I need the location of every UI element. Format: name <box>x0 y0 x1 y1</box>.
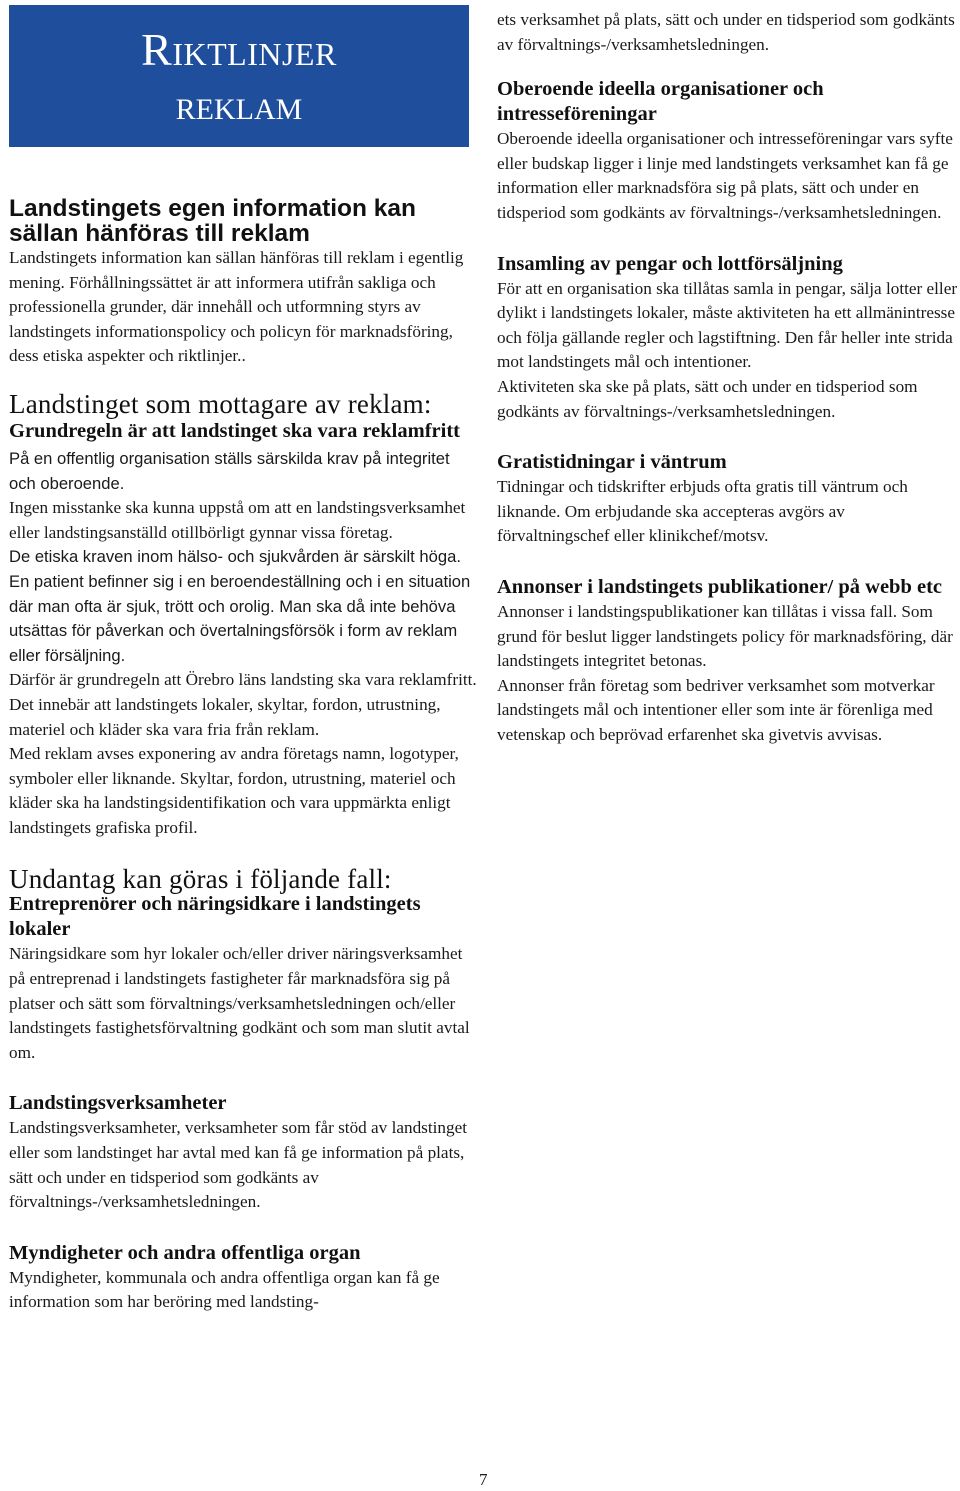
continued-text: ets verksamhet på plats, sätt och under en tidsperiod som godkänts av förvaltnings-/verksamhetsledningen. <box>497 10 955 54</box>
document-title: Riktlinjer <box>141 24 337 75</box>
section-body: För att en organisation ska tillåtas samla in pengar, sälja lotter eller dylikt i landstingets lokaler, måste aktiviteten ha ett allmänintresse och följa gällande regler och lagstiftning. Den får heller inte strida mot landstingets mål och intentioner. <box>497 278 958 372</box>
section-heading: Landstingsverksamheter <box>9 1092 227 1115</box>
section-body-sans: På en offentlig organisation ställs särskilda krav på integritet och oberoende. <box>9 448 450 493</box>
section-heading: Landstingets egen information kan sällan hänföras till reklam <box>9 195 417 247</box>
section-body: Annonser i landstingspublikationer kan tillåtas i vissa fall. Som grund för beslut ligger landstingets policy för marknadsföring, där landstingets integritet betonas. <box>497 601 953 671</box>
section-heading: Undantag kan göras i följande fall: <box>9 864 392 895</box>
section-body: Landstingsverksamheter, verksamheter som får stöd av landstinget eller som landstinget har avtal med kan få ge information på plats, sätt och under en tidsperiod som godkänts av förvaltnings-/verksamhetsledningen. <box>9 1118 467 1212</box>
left-column <box>9 196 479 1315</box>
section-heading: Oberoende ideella organisationer och intresseföreningar <box>497 78 824 126</box>
section-egen-information <box>9 196 479 369</box>
section-undantag <box>9 866 479 1065</box>
section-insamling <box>497 252 959 425</box>
section-subheading: Grundregeln är att landstinget ska vara reklamfritt <box>9 419 460 442</box>
section-body: Aktiviteten ska ske på plats, sätt och under en tidsperiod som godkänts av förvaltnings-/verksamhetsledningen. <box>497 376 918 421</box>
section-heading: Annonser i landstingets publikationer/ på webb etc <box>497 575 943 598</box>
section-body: Med reklam avses exponering av andra företags namn, logotyper, symboler eller liknande. Skyltar, fordon, utrustning, materiel och kläder ska ha landstingsidentifikation och vara uppmärkta enligt landstingets grafiska profil. <box>9 744 459 837</box>
section-gratistidningar <box>497 450 959 549</box>
section-heading: Myndigheter och andra offentliga organ <box>9 1241 361 1264</box>
section-body: Oberoende ideella organisationer och intresseföreningar vars syfte eller budskap ligger i linje med landstingets verksamhet kan få ge information eller marknadsföra sig på plats, sätt och under en tidsperiod som godkänts av förvaltnings-/verksamhetsledningen. <box>497 129 953 222</box>
section-mottagare-av-reklam <box>9 388 479 841</box>
section-body: Annonser från företag som bedriver verksamhet som motverkar landstingets mål och intentioner eller som inte är förenliga med vetenskap och beprövad erfarenhet ska givetvis avvisas. <box>497 675 935 744</box>
section-landstingsverksamheter <box>9 1091 479 1214</box>
section-body: Myndigheter, kommunala och andra offentliga organ kan få ge information som har beröring med landsting- <box>9 1267 440 1312</box>
right-column <box>497 8 959 747</box>
section-body: Näringsidkare som hyr lokaler och/eller driver näringsverksamhet på entreprenad i landstingets fastigheter får marknadsföra sig på platser och sätt som förvaltnings/verksamhetsledningen och/eller landstingets fastighetsförvaltning godkänt och som man slutit avtal om. <box>9 944 470 1062</box>
section-heading: Landstinget som mottagare av reklam: <box>9 388 432 419</box>
section-body: Landstingets information kan sällan hänföras till reklam i egentlig mening. Förhållningssättet är att informera utifrån sakliga och professionella grunder, där innehåll och utformning styrs av landstingets informationspolicy och policyn för marknadsföring, dess etiska aspekter och riktlinjer.. <box>9 248 464 366</box>
section-body: Därför är grundregeln att Örebro läns landsting ska vara reklamfritt. Det innebär att landstingets lokaler, skyltar, fordon, utrustning, materiel och kläder ska vara fria från reklam. <box>9 670 477 739</box>
page-number: 7 <box>479 1470 488 1489</box>
section-subheading: Entreprenörer och näringsidkare i landstingets lokaler <box>9 893 421 941</box>
section-body: Tidningar och tidskrifter erbjuds ofta gratis till väntrum och liknande. Om erbjudande ska accepteras avgörs av förvaltningschef eller klinikchef/motsv. <box>497 477 908 546</box>
section-heading: Insamling av pengar och lottförsäljning <box>497 252 843 275</box>
title-banner <box>9 5 469 147</box>
section-body: Ingen misstanke ska kunna uppstå om att en landstingsverksamhet eller landstingsanställd otillbörligt gynnar vissa företag. <box>9 498 466 542</box>
section-annonser <box>497 575 959 748</box>
section-ideella-organisationer <box>497 77 959 225</box>
section-body-sans: De etiska kraven inom hälso- och sjukvården är särskilt höga. En patient befinner sig i en beroendeställning och i en situation där man ofta är sjuk, trött och orolig. Man ska då inte behöva utsättas för påverkan och övertalningsförsök i form av reklam eller försäljning. <box>9 547 471 665</box>
section-heading: Gratistidningar i väntrum <box>497 451 727 474</box>
document-subtitle: REKLAM <box>175 93 303 126</box>
section-myndigheter <box>9 1241 479 1315</box>
